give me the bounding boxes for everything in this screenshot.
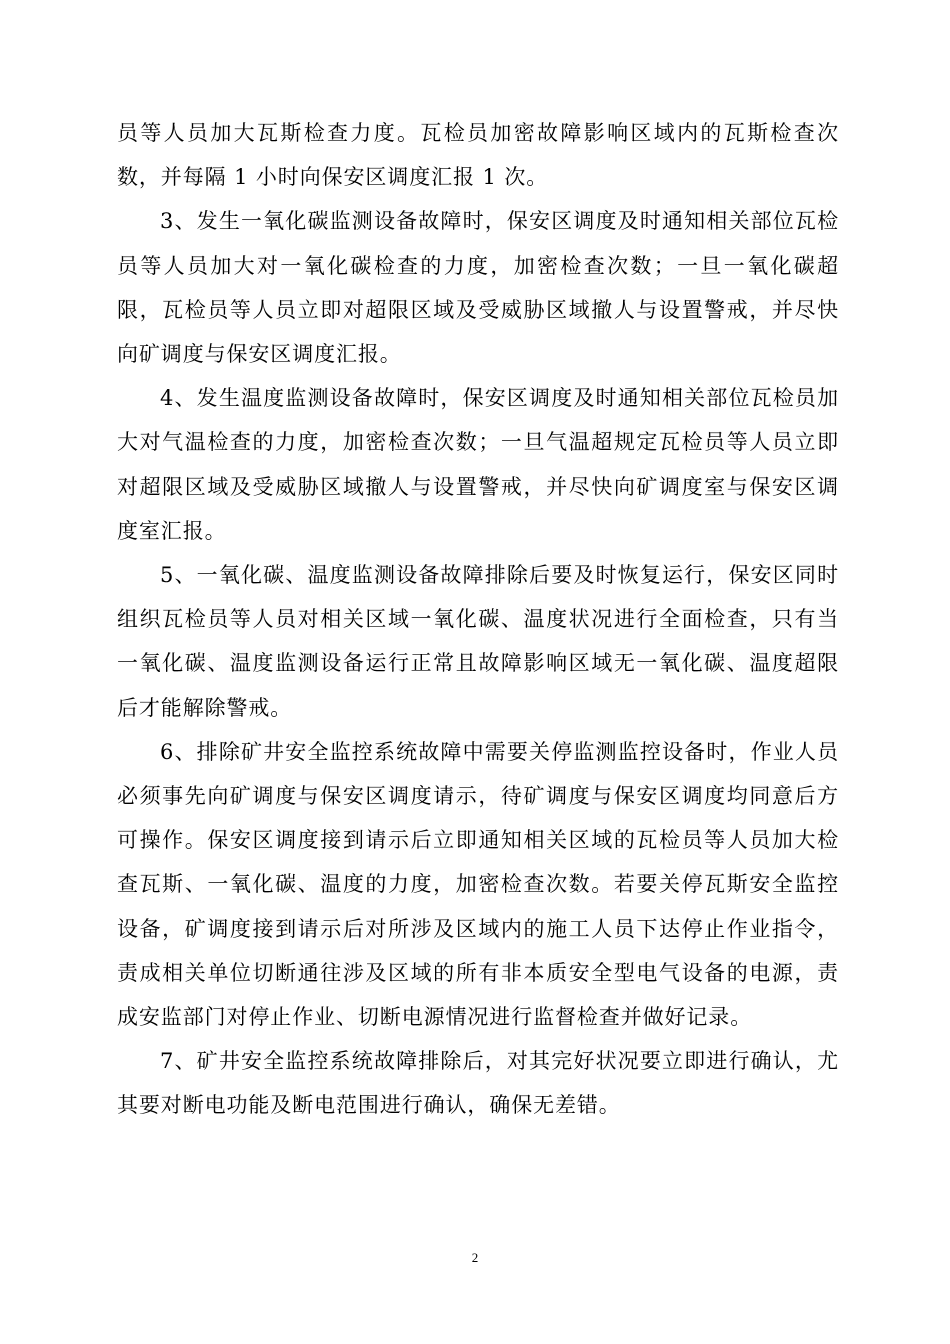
paragraph-item-5: 5、一氧化碳、温度监测设备故障排除后要及时恢复运行，保安区同时组织瓦检员等人员对相关区域一氧化碳、温度状况进行全面检查，只有当一氧化碳、温度监测设备运行正常且故障影响区域无一氧化碳、温度超限后才能解除警戒。 [117,563,839,720]
paragraph-item-3: 3、发生一氧化碳监测设备故障时，保安区调度及时通知相关部位瓦检员等人员加大对一氧化碳检查的力度，加密检查次数；一旦一氧化碳超限，瓦检员等人员立即对超限区域及受威胁区域撤人与设置警戒，并尽快向矿调度与保安区调度汇报。 [117,209,839,367]
document-body [117,111,839,1128]
paragraph-item-6: 6、排除矿井安全监控系统故障中需要关停监测监控设备时，作业人员必须事先向矿调度与保安区调度请示，待矿调度与保安区调度均同意后方可操作。保安区调度接到请示后立即通知相关区域的瓦检员等人员加大检查瓦斯、一氧化碳、温度的力度，加密检查次数。若要关停瓦斯安全监控设备，矿调度接到请示后对所涉及区域内的施工人员下达停止作业指令，责成相关单位切断通往涉及区域的所有非本质安全型电气设备的电源，责成安监部门对停止作业、切断电源情况进行监督检查并做好记录。 [117,739,839,1030]
paragraph-item-4: 4、发生温度监测设备故障时，保安区调度及时通知相关部位瓦检员加大对气温检查的力度，加密检查次数；一旦气温超规定瓦检员等人员立即对超限区域及受威胁区域撤人与设置警戒，并尽快向矿调度室与保安区调度室汇报。 [117,386,839,543]
paragraph-continuation: 员等人员加大瓦斯检查力度。瓦检员加密故障影响区域内的瓦斯检查次数，并每隔 1 小时向保安区调度汇报 1 次。 [117,121,839,190]
paragraph-item-7: 7、矿井安全监控系统故障排除后，对其完好状况要立即进行确认，尤其要对断电功能及断电范围进行确认，确保无差错。 [117,1049,839,1118]
page-number: 2 [471,1250,479,1265]
